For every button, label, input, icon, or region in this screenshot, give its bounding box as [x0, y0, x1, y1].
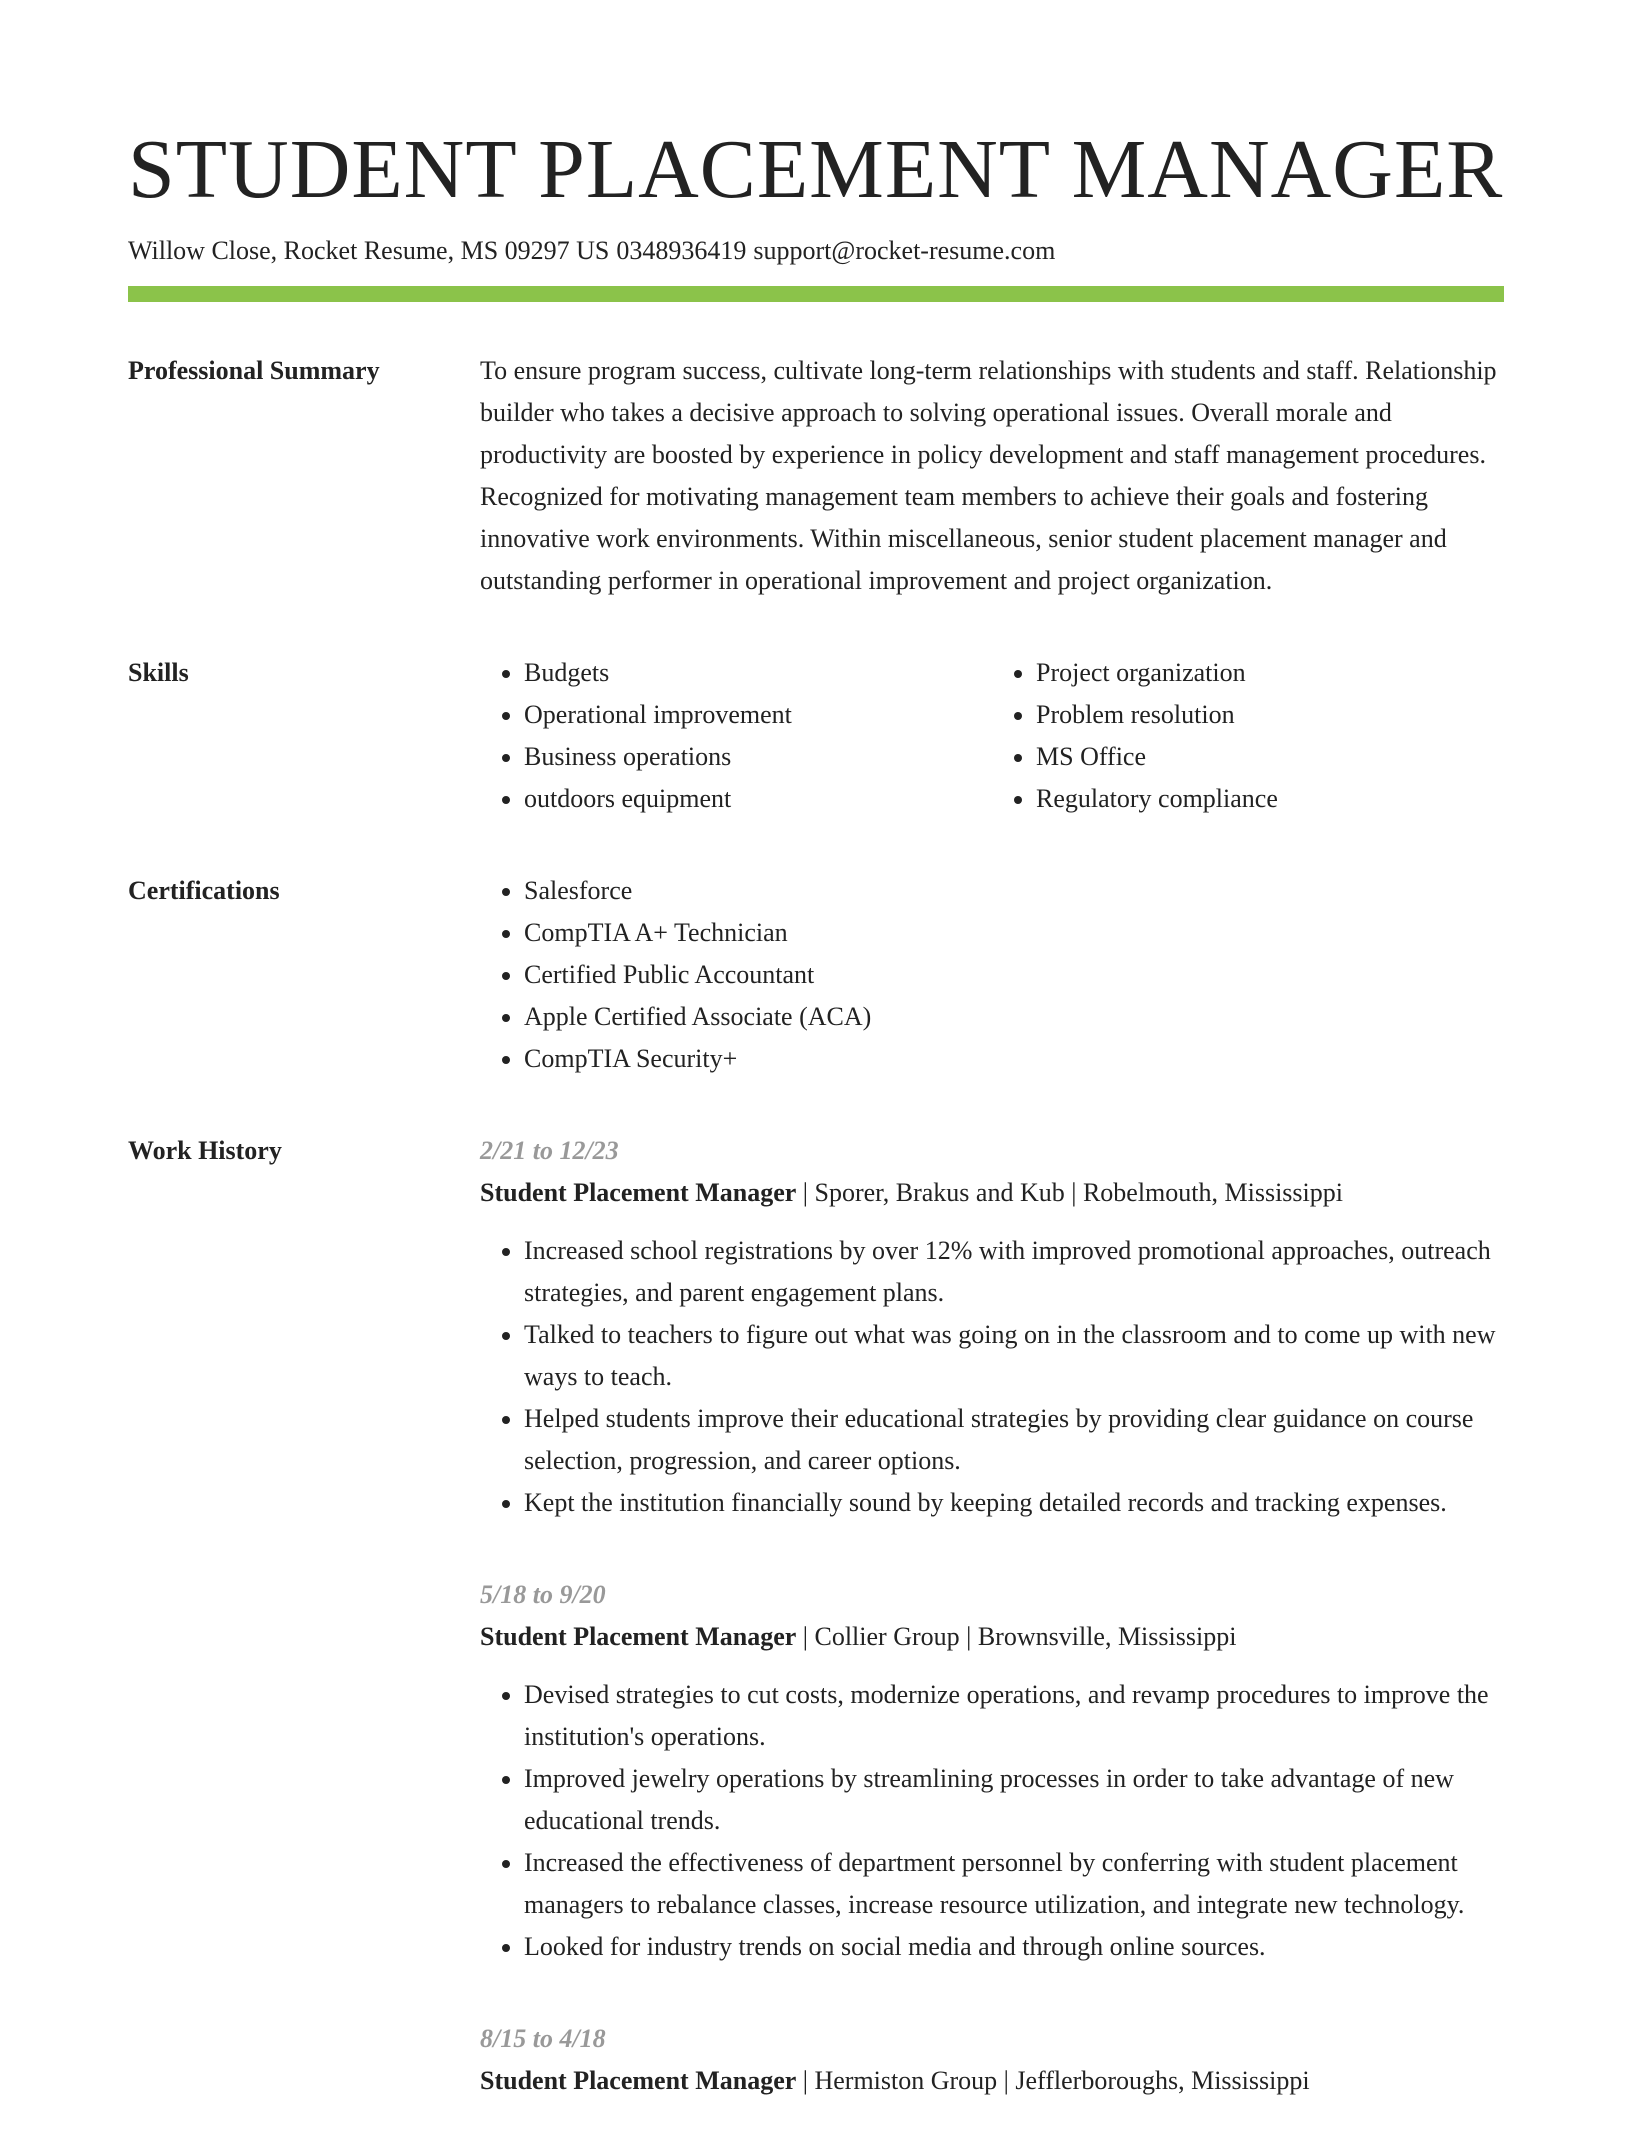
job-dates: 8/15 to 4/18 — [480, 2024, 606, 2053]
skills-list-right — [992, 652, 1504, 820]
skill-item: • outdoors equipment — [524, 778, 992, 820]
certification-item: • Apple Certified Associate (ACA) — [524, 996, 1504, 1038]
certifications-list — [480, 870, 1504, 1080]
skill-item: • MS Office — [1036, 736, 1504, 778]
certification-item: • Certified Public Accountant — [524, 954, 1504, 996]
certification-item: • CompTIA A+ Technician — [524, 912, 1504, 954]
certification-item: • CompTIA Security+ — [524, 1038, 1504, 1080]
skill-item: • Project organization — [1036, 652, 1504, 694]
skill-item: • Problem resolution — [1036, 694, 1504, 736]
job-bullet: • Devised strategies to cut costs, modernize operations, and revamp procedures to improve the institution's operations. — [524, 1674, 1504, 1758]
job-heading — [480, 2060, 1504, 2102]
skills-heading: Skills — [128, 658, 189, 687]
job-bullet: • Increased the effectiveness of department personnel by conferring with student placement managers to rebalance classes, increase resource utilization, and integrate new technology. — [524, 1842, 1504, 1926]
job-details: | Hermiston Group | Jefflerboroughs, Mississippi — [796, 2066, 1310, 2095]
contact-line — [128, 234, 1504, 268]
job-heading — [480, 1616, 1504, 1658]
skill-item: • Operational improvement — [524, 694, 992, 736]
job-title: Student Placement Manager — [480, 1622, 797, 1651]
certifications-section — [128, 870, 1504, 1080]
job-details: | Collier Group | Brownsville, Mississippi — [796, 1622, 1237, 1651]
summary-text: To ensure program success, cultivate long-term relationships with students and staff. Relationship builder who takes a decisive approach to solving operational issues. Overall morale and productivity are boosted by experience in policy development and staff management procedures. Recognized for motivating management team members to achieve their goals and fostering innovative work environments. Within miscellaneous, senior student placement manager and outstanding performer in operational improvement and project organization. — [480, 356, 1497, 595]
skills-body — [480, 652, 1504, 820]
job-bullets — [480, 1230, 1504, 1524]
skill-item: • Business operations — [524, 736, 992, 778]
job-bullets — [480, 1674, 1504, 1968]
job-entry — [480, 1130, 1504, 1524]
job-dates: 5/18 to 9/20 — [480, 1580, 606, 1609]
skill-item: • Budgets — [524, 652, 992, 694]
job-bullet: • Increased school registrations by over 12% with improved promotional approaches, outreach strategies, and parent engagement plans. — [524, 1230, 1504, 1314]
job-bullet: • Helped students improve their educational strategies by providing clear guidance on course selection, progression, and career options. — [524, 1398, 1504, 1482]
job-dates: 2/21 to 12/23 — [480, 1136, 619, 1165]
job-title: Student Placement Manager — [480, 2066, 797, 2095]
skills-section — [128, 652, 1504, 820]
work-history-section — [128, 1130, 1504, 2152]
contact-address: Willow Close, Rocket Resume, MS 09297 US — [128, 236, 610, 265]
job-bullet: • Kept the institution financially sound by keeping detailed records and tracking expenses. — [524, 1482, 1504, 1524]
resume-page — [128, 0, 1504, 2152]
job-heading — [480, 1172, 1504, 1214]
summary-heading: Professional Summary — [128, 356, 380, 385]
summary-body — [480, 350, 1504, 602]
certification-item: • Salesforce — [524, 870, 1504, 912]
header-divider — [128, 286, 1504, 302]
certifications-heading: Certifications — [128, 876, 280, 905]
job-title: Student Placement Manager — [480, 1178, 797, 1207]
certifications-body — [480, 870, 1504, 1080]
job-entry — [480, 1574, 1504, 1968]
contact-email: support@rocket-resume.com — [753, 236, 1056, 265]
job-bullet: • Talked to teachers to figure out what was going on in the classroom and to come up with new ways to teach. — [524, 1314, 1504, 1398]
job-entry — [480, 2018, 1504, 2102]
contact-phone: 0348936419 — [616, 236, 747, 265]
summary-section — [128, 350, 1504, 602]
skills-list-left — [480, 652, 992, 820]
skill-item: • Regulatory compliance — [1036, 778, 1504, 820]
work-history-body — [480, 1130, 1504, 2152]
job-bullet: • Improved jewelry operations by streamlining processes in order to take advantage of new educational trends. — [524, 1758, 1504, 1842]
job-details: | Sporer, Brakus and Kub | Robelmouth, Mississippi — [796, 1178, 1343, 1207]
resume-name: STUDENT PLACEMENT MANAGER — [128, 123, 1504, 216]
work-history-heading: Work History — [128, 1136, 282, 1165]
job-bullet: • Looked for industry trends on social media and through online sources. — [524, 1926, 1504, 1968]
